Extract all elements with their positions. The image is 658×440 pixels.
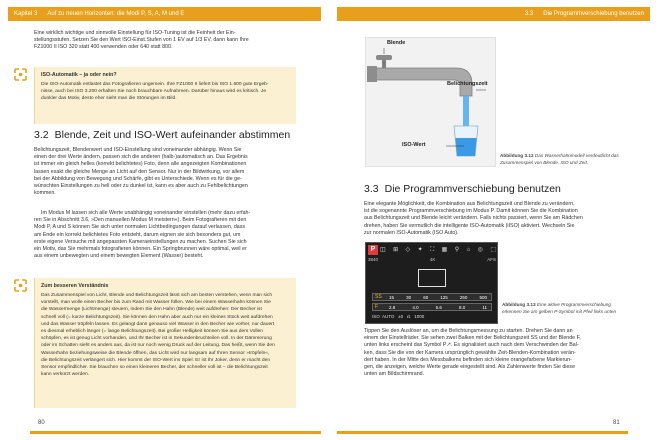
body-line: Im Modus M lassen sich alle Werte unabhängig voneinander einstellen (mehr dazu erfah-: [41, 210, 251, 216]
section-number: 3.2: [34, 129, 49, 141]
body-line: unten am Bildschirmrand.: [364, 371, 425, 378]
body-line: unten links erscheint das Symbol P↗. Es signalisiert auch nach dem Verschwinden der Bal-: [364, 342, 579, 349]
info-box-line: Das Zusammenspiel von Licht, Blende und Belichtungszeit lässt sich am besten verstehen, wenn man sich: [41, 293, 273, 298]
cam-sub: 4K: [429, 257, 436, 262]
body-line: aus einem unbewegten und einem bewegten Element (Wasser) besteht.: [34, 253, 204, 260]
caption-number: Abbildung 3.13: [502, 302, 536, 307]
header-section-title: Die Programmverschiebung benutzen: [543, 11, 644, 17]
section-paragraph-2: [364, 328, 626, 378]
body-line: Belichtungszeit, Blendenwert und ISO-Einstellung sind voneinander abhängig. Wenn Sie: [34, 147, 242, 153]
info-box-title: Zum besseren Verständnis: [41, 283, 109, 289]
cam-icon: ⬚: [490, 247, 496, 253]
ss-value: 60: [423, 295, 429, 300]
info-bracket-icon: [14, 279, 27, 292]
shutter-scale: [389, 294, 487, 301]
shutter-speed-bar: [372, 293, 492, 301]
aperture-bar: [372, 303, 492, 311]
body-line: am Ende ein korrekt belichtetes Foto entsteht, darum eignen sie sich besonders gut, um: [34, 231, 241, 238]
body-line: zur normalen ISO-Automatik (ISO Auto).: [364, 229, 459, 236]
body-line: aus Belichtungszeit und Blende leicht verändern. Falls nichts passiert, wenn Sie am Rädchen: [364, 215, 583, 222]
info-box-line: oder im Schatten sieht es anders aus, da ist nur noch wenig Druck auf der Leitung. Das heißt, wenn Sie den: [41, 343, 275, 349]
section-paragraph-2: [34, 210, 294, 260]
body-line: Tippen Sie den Auslöser an, um die Belichtungsmessung zu starten. Drehen Sie dann an: [364, 328, 573, 334]
aperture-scale: [389, 304, 487, 311]
left-page-header: [8, 7, 321, 21]
body-line: wünschten Einstellungen zu hell oder zu dunkel ist, kann es aber auch zu Fehlbelichtungen: [34, 183, 248, 190]
section-heading-3-2: [34, 129, 294, 141]
section-heading-3-3: [364, 183, 626, 195]
camera-top-icons: [380, 245, 496, 255]
section-number: 3.3: [364, 183, 379, 195]
cam-icon: ⚲: [454, 247, 460, 253]
body-line: ren Sie in Abschnitt 3.6, »Den manuellen Modus M meistern«). Beim Fotografieren mit den: [34, 217, 247, 224]
body-line: gen, die anzeigen, welche Werte gerade eingestellt sind. Als Zahlenwerte finden Sie diese: [364, 364, 576, 371]
f-value: 5.6: [435, 305, 442, 310]
label-iso-wert: ISO-Wert: [402, 142, 426, 148]
cam-icon: ⌂: [466, 247, 471, 253]
info-box-line: vorstellt, man wolle einen Becher bis zum Rand mit Wasser füllen. Wie bei einem Wasserhahn können Sie: [41, 300, 271, 306]
focus-frame: [418, 269, 446, 287]
camera-screen: [365, 242, 498, 324]
ss-value: 250: [459, 295, 468, 300]
camera-sub-row: [368, 257, 496, 262]
body-line: lassen exakt die gleiche Menge an Licht auf den Sensor. Nur in der Bildwirkung, vor allem: [34, 168, 245, 175]
water-tap-figure: [365, 37, 496, 167]
caption-text: Das Wasserhahnmodell verdeutlicht das Zusammenspiel von Blende, ISO und Zeit.: [500, 153, 619, 165]
label-belichtungszeit: Belichtungszeit: [447, 81, 488, 87]
bottom-rule: [337, 431, 628, 434]
info-box-line: Die ISO-Automatik entlastet das Fotografieren ungemein. Ihre FZ1000 II liefert bis ISO 1.600 gute Ergeb-: [41, 82, 269, 87]
body-line: kommen.: [34, 190, 56, 197]
f-value: 2.8: [389, 305, 396, 310]
body-line: einem der Einstellräder. Sie sehen zwei Balken mit der Belichtungszeit SS und der Blende F,: [364, 335, 581, 342]
info-box-verstaendnis: [34, 278, 296, 408]
body-line: erste eigene Versuche mit angepassten Kameraeinstellungen zu machen. Suchen Sie sich: [34, 238, 247, 245]
f-value: 11: [482, 305, 487, 310]
right-page: [329, 0, 658, 440]
page-number: 80: [38, 420, 45, 426]
chapter-title: Auf zu neuen Horizonten: die Modi P, S, A, M und E: [47, 11, 185, 17]
cam-icon: ◇: [405, 247, 411, 253]
page-number: 81: [613, 420, 620, 426]
intro-line: stellungsstufen. Setzen Sie den Wert ISO-Einst.Stufen von 1 EV auf 1/3 EV, dann kann Ihre: [34, 37, 249, 44]
ss-value: 30: [406, 295, 412, 300]
info-box-line: die Wassermenge (Lichtmenge) steuern, indem Sie den Hahn (Blende) weit aufdrehen: Der Becher ist: [41, 307, 262, 313]
body-line: Modi P, A und S können Sie sich unter normalen Lichtbedingungen darauf verlassen, dass: [34, 224, 246, 231]
figure-caption-3-13: [502, 302, 626, 315]
cam-sub: 3840: [368, 257, 379, 262]
intro-paragraph: [34, 30, 294, 52]
caption-text: Eine aktive Programmverschiebung erkennen Sie am gelben P-Symbol mit Pfeil links unten: [502, 302, 617, 314]
info-box-line: und das Wasser tröpfeln lassen. Es gelangt dann genauso viel Wasser in den Becher wie vorher, nur dauert: [41, 321, 275, 327]
info-box-line: es diesmal erheblich länger (= lange Belichtungszeit). Bei großer Helligkeit können Sie aus dem Vollen: [41, 329, 263, 335]
body-line: dert haben. In der Mitte des Messbalkens befinden sich kleine orangefarbene Markierun-: [364, 356, 572, 363]
info-box-line: kann verkürzt werden.: [41, 372, 90, 378]
cam-icon: ◎: [477, 247, 483, 253]
aperture-label: F: [375, 304, 379, 310]
f-value: 8.0: [458, 305, 466, 310]
body-line: ist die sogenannte Programmverschiebung im Modus P. Damit können Sie die Kombination: [364, 208, 578, 215]
info-box-line: schöpfen, es ist genug Licht vorhanden, und Ihr Becher ist in Sekundenbruchteilen voll. In der Dämmerung: [41, 336, 272, 342]
section-title: Die Programmverschiebung benutzen: [384, 183, 561, 195]
info-box-line: Sensor empfindlicher. Sie brauchen so einen kleineren Becher, der schneller voll ist – die Belichtungszeit: [41, 365, 268, 371]
header-section-number: 3.3: [524, 11, 534, 17]
caption-number: Abbildung 3.12: [500, 153, 534, 158]
chapter-label: Kapitel 3: [14, 11, 38, 17]
body-line: einen der drei Werte ändern, passen sich die anderen (halb-)automatisch an. Das Ergebnis: [34, 154, 248, 161]
cam-icon: ✦: [417, 247, 423, 253]
info-box-title: ISO-Automatik – ja oder nein?: [41, 72, 117, 78]
water-tap-illustration: [366, 38, 497, 168]
body-line: ist immer ein gleich helles (korrekt belichtetes) Foto, denn alle angezeigten Kombinationen: [34, 161, 247, 168]
cam-icon: ⛶: [430, 247, 435, 253]
cam-sub: AFS: [487, 257, 496, 262]
ss-value: 125: [440, 295, 448, 300]
section-paragraph-1: [34, 147, 294, 197]
shutter-label: SS: [375, 294, 382, 300]
body-line: drehen, haben Sie vermutlich die intelligente ISO-Automatik (iISO) aktiviert. Wechseln Sie: [364, 222, 575, 229]
intro-line: FZ1000 II ISO 320 statt 400 verwenden oder 640 statt 800.: [34, 44, 173, 51]
body-line: ein Motiv, das Sie mehrmals fotografieren können. Ein Springbrunnen wäre optimal, weil er: [34, 246, 247, 253]
ss-value: 15: [389, 295, 395, 300]
body-line: ken, dass Sie die von der Kamera ursprünglich gewählte Zeit-Blenden-Kombination verän-: [364, 349, 576, 356]
cam-icon: ▦: [441, 247, 448, 253]
bottom-rule: [30, 431, 321, 434]
info-bracket-icon: [14, 68, 27, 81]
camera-bottom-info: ISO AUTO ±0 ⎌ 1000: [372, 314, 425, 319]
section-paragraph-1: [364, 201, 626, 237]
f-value: 4.0: [412, 305, 419, 310]
body-line: bei der Abbildung von Bewegung und Schärfe, gibt es Unterschiede. Wenn es für die ge-: [34, 175, 242, 182]
intro-line: Eine wirklich wichtige und sinnvolle Einstellung für ISO-Tuning ist die Feinheit der Ein-: [34, 30, 236, 36]
ss-value: 500: [479, 295, 487, 300]
label-blende: Blende: [387, 40, 406, 46]
info-box-line: nisse, auch bei ISO 3.200 erhalten Sie noch brauchbare Aufnahmen. Darüber hinaus wird es kritisch. Je: [41, 89, 267, 95]
mode-p-badge: P: [368, 245, 378, 255]
right-page-header: [337, 7, 650, 21]
info-box-line: Wasserhahn beziehungsweise die Blende öffnen, das Licht wird nur langsam auf Ihren Sensor »tröpfeln«,: [41, 350, 270, 356]
info-box-line: die Belichtungszeit verlängert sich. Hier kommt der ISO-Wert ins Spiel. Er ist Ihr Joker, denn er macht den: [41, 357, 271, 363]
info-box-line: schnell voll (= kurze Belichtungszeit). Sie können den Hahn aber auch nur ein kleines Stück weit aufdrehen: [41, 314, 273, 320]
body-line: Eine elegante Möglichkeit, die Kombination aus Belichtungszeit und Blende zu verändern,: [364, 201, 575, 207]
section-title: Blende, Zeit und ISO-Wert aufeinander abstimmen: [54, 129, 291, 141]
cam-icon: ⊞: [393, 247, 399, 253]
cam-icon: ◫: [380, 247, 386, 253]
info-box-line: dunkler das Motiv, desto eher sieht man die Störungen im Bild.: [41, 96, 177, 102]
figure-caption-3-12: [500, 153, 620, 166]
info-box-iso-automatik: [34, 67, 296, 124]
